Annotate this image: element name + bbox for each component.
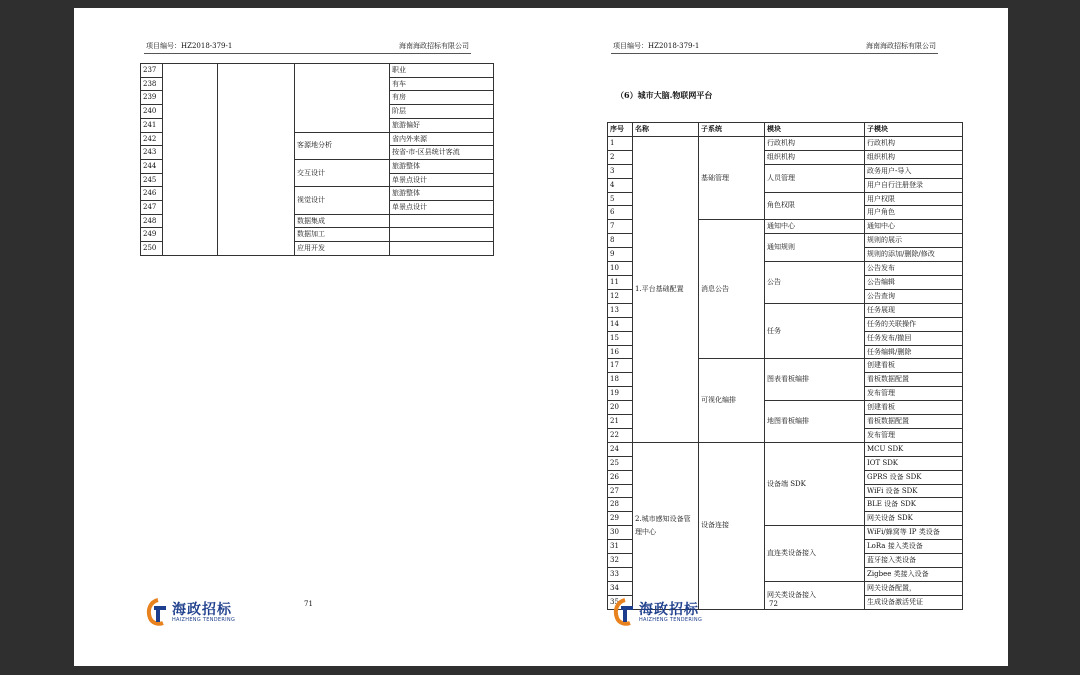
submodule-cell: 网关设备配置， bbox=[865, 581, 963, 595]
subsystem-cell: 消息公告 bbox=[699, 220, 765, 359]
row-number: 241 bbox=[141, 118, 163, 132]
row-number: 245 bbox=[141, 173, 163, 187]
submodule-cell: 规则的展示 bbox=[865, 234, 963, 248]
row-number: 247 bbox=[141, 201, 163, 215]
submodule-cell: 任务展现 bbox=[865, 303, 963, 317]
module-cell: 交互设计 bbox=[295, 159, 390, 186]
submodule-cell: 用户角色 bbox=[865, 206, 963, 220]
submodule-cell: 单景点设计 bbox=[390, 201, 494, 215]
module-cell: 角色权限 bbox=[765, 192, 865, 220]
project-number-header: 项目编号：HZ2018-379-1 bbox=[146, 42, 233, 50]
subsystem-cell: 设备连接 bbox=[699, 442, 765, 609]
row-number: 10 bbox=[608, 262, 633, 276]
submodule-cell: BLE 设备 SDK bbox=[865, 498, 963, 512]
row-number: 20 bbox=[608, 401, 633, 415]
submodule-cell: 看板数据配置 bbox=[865, 373, 963, 387]
page-number: 72 bbox=[769, 600, 778, 608]
row-number: 9 bbox=[608, 248, 633, 262]
subsystem-cell: 可视化编排 bbox=[699, 359, 765, 442]
row-number: 35 bbox=[608, 595, 633, 609]
module-cell: 地图看板编排 bbox=[765, 401, 865, 443]
module-cell: 应用开发 bbox=[295, 242, 390, 256]
column-header: 名称 bbox=[633, 123, 699, 137]
row-number: 34 bbox=[608, 581, 633, 595]
row-number: 240 bbox=[141, 105, 163, 119]
haizheng-logo bbox=[613, 596, 713, 630]
row-number: 28 bbox=[608, 498, 633, 512]
row-number: 248 bbox=[141, 214, 163, 228]
submodule-cell: WiFi/蜂窝等 IP 类设备 bbox=[865, 526, 963, 540]
row-number: 7 bbox=[608, 220, 633, 234]
submodule-cell: 省内外来源 bbox=[390, 132, 494, 146]
module-cell: 通知中心 bbox=[765, 220, 865, 234]
row-number: 19 bbox=[608, 387, 633, 401]
row-number: 249 bbox=[141, 228, 163, 242]
haizheng-logo bbox=[146, 596, 246, 630]
row-number: 30 bbox=[608, 526, 633, 540]
table-row bbox=[608, 136, 963, 150]
name-cell bbox=[163, 64, 218, 256]
haizheng-logo-mark-icon bbox=[146, 598, 170, 626]
row-number: 5 bbox=[608, 192, 633, 206]
row-number: 25 bbox=[608, 456, 633, 470]
logo-subtext: HAIZHENG TENDERING bbox=[172, 617, 236, 623]
haizheng-logo-mark-icon bbox=[613, 598, 637, 626]
submodule-cell: 公告编辑 bbox=[865, 275, 963, 289]
row-number: 3 bbox=[608, 164, 633, 178]
module-cell: 公告 bbox=[765, 262, 865, 304]
row-number: 12 bbox=[608, 289, 633, 303]
module-cell: 视觉设计 bbox=[295, 187, 390, 214]
project-number-header: 项目编号：HZ2018-379-1 bbox=[613, 42, 700, 50]
module-cell: 行政机构 bbox=[765, 136, 865, 150]
submodule-cell bbox=[390, 228, 494, 242]
row-number: 8 bbox=[608, 234, 633, 248]
name-cell: 2.城市感知设备管理中心 bbox=[633, 442, 699, 609]
submodule-cell: 创建看板 bbox=[865, 401, 963, 415]
submodule-cell: Zigbee 类接入设备 bbox=[865, 568, 963, 582]
company-name-header: 海南海政招标有限公司 bbox=[866, 42, 936, 50]
submodule-cell: 任务编辑/删除 bbox=[865, 345, 963, 359]
row-number: 21 bbox=[608, 415, 633, 429]
submodule-cell: 用户自行注册登录 bbox=[865, 178, 963, 192]
row-number: 237 bbox=[141, 64, 163, 78]
row-number: 4 bbox=[608, 178, 633, 192]
submodule-cell: 职业 bbox=[390, 64, 494, 78]
header-rule bbox=[611, 53, 938, 54]
module-cell: 通知规则 bbox=[765, 234, 865, 262]
row-number: 238 bbox=[141, 77, 163, 91]
row-number: 244 bbox=[141, 159, 163, 173]
submodule-cell: 通知中心 bbox=[865, 220, 963, 234]
submodule-cell: 行政机构 bbox=[865, 136, 963, 150]
submodule-cell: 有房 bbox=[390, 91, 494, 105]
submodule-cell: 发布管理 bbox=[865, 387, 963, 401]
submodule-cell: 任务的关联操作 bbox=[865, 317, 963, 331]
submodule-cell: 公告查询 bbox=[865, 289, 963, 303]
row-number: 14 bbox=[608, 317, 633, 331]
submodule-cell: MCU SDK bbox=[865, 442, 963, 456]
column-header: 子模块 bbox=[865, 123, 963, 137]
row-number: 246 bbox=[141, 187, 163, 201]
row-number: 33 bbox=[608, 568, 633, 582]
document-page-72 bbox=[541, 8, 1008, 666]
submodule-cell bbox=[390, 214, 494, 228]
row-number: 2 bbox=[608, 150, 633, 164]
module-cell: 直连类设备接入 bbox=[765, 526, 865, 582]
page-number: 71 bbox=[304, 600, 313, 608]
module-cell: 数据加工 bbox=[295, 228, 390, 242]
submodule-cell: 规则的添加/删除/修改 bbox=[865, 248, 963, 262]
module-cell: 图表看板编排 bbox=[765, 359, 865, 401]
submodule-cell: LoRa 接入类设备 bbox=[865, 540, 963, 554]
logo-subtext: HAIZHENG TENDERING bbox=[639, 617, 703, 623]
column-header: 序号 bbox=[608, 123, 633, 137]
submodule-cell: 蓝牙接入类设备 bbox=[865, 554, 963, 568]
submodule-cell: 网关设备 SDK bbox=[865, 512, 963, 526]
submodule-cell: GPRS 设备 SDK bbox=[865, 470, 963, 484]
row-number: 22 bbox=[608, 428, 633, 442]
submodule-cell: 旅游整体 bbox=[390, 187, 494, 201]
row-number: 29 bbox=[608, 512, 633, 526]
name-cell: 1.平台基础配置 bbox=[633, 136, 699, 442]
table-row bbox=[141, 64, 494, 78]
row-number: 1 bbox=[608, 136, 633, 150]
row-number: 17 bbox=[608, 359, 633, 373]
column-header: 模块 bbox=[765, 123, 865, 137]
module-cell: 客源地分析 bbox=[295, 132, 390, 159]
submodule-cell: IOT SDK bbox=[865, 456, 963, 470]
row-number: 15 bbox=[608, 331, 633, 345]
submodule-cell: 旅游偏好 bbox=[390, 118, 494, 132]
row-number: 13 bbox=[608, 303, 633, 317]
submodule-cell bbox=[390, 242, 494, 256]
submodule-cell: 按省-市-区县统计客流 bbox=[390, 146, 494, 160]
row-number: 18 bbox=[608, 373, 633, 387]
submodule-cell: 生成设备激活凭证 bbox=[865, 595, 963, 609]
module-cell: 任务 bbox=[765, 303, 865, 359]
module-cell bbox=[295, 64, 390, 133]
row-number: 32 bbox=[608, 554, 633, 568]
logo-text: 海政招标 bbox=[639, 602, 699, 618]
requirements-table-continued bbox=[140, 63, 494, 256]
subsystem-cell: 基础管理 bbox=[699, 136, 765, 219]
row-number: 243 bbox=[141, 146, 163, 160]
submodule-cell: 任务发布/撤回 bbox=[865, 331, 963, 345]
row-number: 26 bbox=[608, 470, 633, 484]
table-row bbox=[608, 442, 963, 456]
row-number: 16 bbox=[608, 345, 633, 359]
module-cell: 组织机构 bbox=[765, 150, 865, 164]
row-number: 242 bbox=[141, 132, 163, 146]
module-cell: 人员管理 bbox=[765, 164, 865, 192]
module-cell: 数据集成 bbox=[295, 214, 390, 228]
submodule-cell: 创建看板 bbox=[865, 359, 963, 373]
row-number: 31 bbox=[608, 540, 633, 554]
row-number: 239 bbox=[141, 91, 163, 105]
row-number: 24 bbox=[608, 442, 633, 456]
submodule-cell: 发布管理 bbox=[865, 428, 963, 442]
row-number: 27 bbox=[608, 484, 633, 498]
module-cell: 网关类设备接入 bbox=[765, 581, 865, 609]
document-page-71 bbox=[74, 8, 541, 666]
submodule-cell: 有车 bbox=[390, 77, 494, 91]
company-name-header: 海南海政招标有限公司 bbox=[399, 42, 469, 50]
column-header: 子系统 bbox=[699, 123, 765, 137]
submodule-cell: 用户权限 bbox=[865, 192, 963, 206]
logo-text: 海政招标 bbox=[172, 602, 232, 618]
table-header-row bbox=[608, 123, 963, 137]
submodule-cell: 单景点设计 bbox=[390, 173, 494, 187]
submodule-cell: 看板数据配置 bbox=[865, 415, 963, 429]
submodule-cell: 阶层 bbox=[390, 105, 494, 119]
submodule-cell: 政务用户-导入 bbox=[865, 164, 963, 178]
module-cell: 设备端 SDK bbox=[765, 442, 865, 525]
submodule-cell: 组织机构 bbox=[865, 150, 963, 164]
section-title: （6）城市大脑.物联网平台 bbox=[616, 90, 713, 100]
submodule-cell: WiFi 设备 SDK bbox=[865, 484, 963, 498]
row-number: 6 bbox=[608, 206, 633, 220]
submodule-cell: 旅游整体 bbox=[390, 159, 494, 173]
header-rule bbox=[144, 53, 471, 54]
row-number: 11 bbox=[608, 275, 633, 289]
subsystem-cell bbox=[218, 64, 295, 256]
iot-platform-table bbox=[607, 122, 963, 610]
submodule-cell: 公告发布 bbox=[865, 262, 963, 276]
row-number: 250 bbox=[141, 242, 163, 256]
